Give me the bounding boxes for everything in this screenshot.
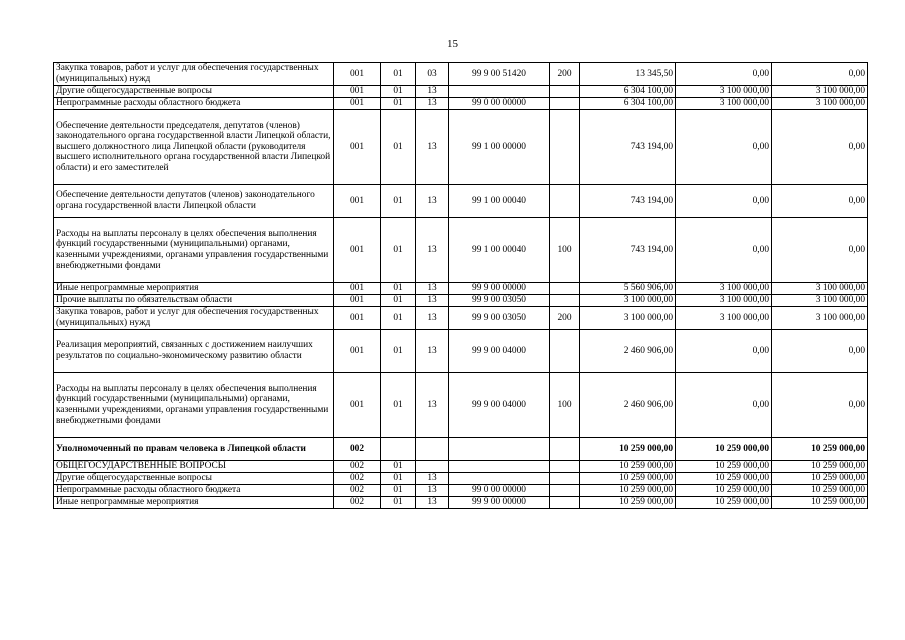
- row-sum-2: 0,00: [676, 110, 772, 185]
- row-sum-3: 0,00: [772, 63, 868, 86]
- row-pr: 13: [416, 497, 449, 509]
- row-sum-1: 3 100 000,00: [580, 295, 676, 307]
- row-sum-2: 0,00: [676, 63, 772, 86]
- table-row: [54, 63, 868, 86]
- row-pr: 13: [416, 295, 449, 307]
- row-gr: 001: [334, 86, 381, 98]
- row-csr: [449, 438, 550, 461]
- row-sum-1: 10 259 000,00: [580, 497, 676, 509]
- row-vr: [550, 185, 580, 218]
- row-sum-1: 10 259 000,00: [580, 461, 676, 473]
- row-pr: 13: [416, 218, 449, 283]
- row-pr: 13: [416, 98, 449, 110]
- row-csr: 99 9 00 03050: [449, 307, 550, 330]
- row-gr: 002: [334, 485, 381, 497]
- table-row: [54, 473, 868, 485]
- table-row: [54, 330, 868, 373]
- row-sum-2: 10 259 000,00: [676, 473, 772, 485]
- budget-table: [53, 62, 868, 509]
- row-rz: 01: [381, 461, 416, 473]
- row-sum-1: 3 100 000,00: [580, 307, 676, 330]
- row-rz: 01: [381, 283, 416, 295]
- table-row: [54, 98, 868, 110]
- row-name: Закупка товаров, работ и услуг для обеспечения государственных (муниципальных) нужд: [54, 63, 334, 86]
- row-name: Обеспечение деятельности депутатов (членов) законодательного органа государственной власти Липецкой области: [54, 185, 334, 218]
- row-sum-1: 6 304 100,00: [580, 86, 676, 98]
- row-rz: 01: [381, 373, 416, 438]
- row-pr: 03: [416, 63, 449, 86]
- row-pr: [416, 461, 449, 473]
- row-name: Непрограммные расходы областного бюджета: [54, 98, 334, 110]
- row-vr: [550, 438, 580, 461]
- row-rz: [381, 438, 416, 461]
- page-number: 15: [447, 38, 458, 50]
- row-sum-3: 3 100 000,00: [772, 86, 868, 98]
- row-pr: 13: [416, 283, 449, 295]
- row-sum-2: 0,00: [676, 185, 772, 218]
- row-gr: 001: [334, 283, 381, 295]
- row-sum-3: 0,00: [772, 373, 868, 438]
- row-csr: 99 9 00 00000: [449, 283, 550, 295]
- row-csr: 99 9 00 03050: [449, 295, 550, 307]
- row-name: Иные непрограммные мероприятия: [54, 497, 334, 509]
- table-row: [54, 295, 868, 307]
- row-name: Уполномоченный по правам человека в Липецкой области: [54, 438, 334, 461]
- row-rz: 01: [381, 218, 416, 283]
- row-sum-2: 0,00: [676, 330, 772, 373]
- row-sum-3: 10 259 000,00: [772, 461, 868, 473]
- row-csr: 99 9 00 51420: [449, 63, 550, 86]
- row-rz: 01: [381, 307, 416, 330]
- row-gr: 001: [334, 295, 381, 307]
- row-sum-2: 3 100 000,00: [676, 98, 772, 110]
- row-pr: 13: [416, 373, 449, 438]
- row-sum-3: 3 100 000,00: [772, 98, 868, 110]
- row-name: Другие общегосударственные вопросы: [54, 86, 334, 98]
- row-vr: 200: [550, 307, 580, 330]
- row-gr: 001: [334, 373, 381, 438]
- row-sum-1: 13 345,50: [580, 63, 676, 86]
- table-row: [54, 497, 868, 509]
- row-gr: 002: [334, 497, 381, 509]
- row-sum-3: 0,00: [772, 110, 868, 185]
- row-csr: 99 1 00 00040: [449, 218, 550, 283]
- row-vr: [550, 485, 580, 497]
- row-gr: 001: [334, 110, 381, 185]
- row-pr: 13: [416, 330, 449, 373]
- table-row: [54, 307, 868, 330]
- row-csr: [449, 461, 550, 473]
- row-sum-2: 3 100 000,00: [676, 283, 772, 295]
- row-gr: 001: [334, 185, 381, 218]
- row-vr: [550, 98, 580, 110]
- table-row: [54, 185, 868, 218]
- row-rz: 01: [381, 110, 416, 185]
- row-sum-2: 0,00: [676, 373, 772, 438]
- row-sum-2: 3 100 000,00: [676, 295, 772, 307]
- row-pr: [416, 438, 449, 461]
- table-row: [54, 283, 868, 295]
- row-sum-1: 10 259 000,00: [580, 485, 676, 497]
- row-name: Прочие выплаты по обязательствам области: [54, 295, 334, 307]
- row-vr: [550, 461, 580, 473]
- row-name: Расходы на выплаты персоналу в целях обеспечения выполнения функций государственными (муниципальными) органами, казенными учреждениями, органами управления государственными внебюджетными фондами: [54, 373, 334, 438]
- row-csr: [449, 473, 550, 485]
- row-gr: 001: [334, 63, 381, 86]
- row-csr: [449, 86, 550, 98]
- row-sum-3: 10 259 000,00: [772, 497, 868, 509]
- row-sum-1: 743 194,00: [580, 110, 676, 185]
- table-row: [54, 485, 868, 497]
- row-csr: 99 0 00 00000: [449, 485, 550, 497]
- row-rz: 01: [381, 98, 416, 110]
- row-pr: 13: [416, 307, 449, 330]
- row-sum-3: 3 100 000,00: [772, 295, 868, 307]
- row-name: Реализация мероприятий, связанных с достижением наилучших результатов по социально-экономическому развитию области: [54, 330, 334, 373]
- row-rz: 01: [381, 330, 416, 373]
- row-sum-3: 0,00: [772, 218, 868, 283]
- table-row: [54, 110, 868, 185]
- row-pr: 13: [416, 485, 449, 497]
- row-rz: 01: [381, 473, 416, 485]
- row-sum-3: 3 100 000,00: [772, 283, 868, 295]
- row-sum-2: 10 259 000,00: [676, 485, 772, 497]
- row-vr: 100: [550, 373, 580, 438]
- row-name: Непрограммные расходы областного бюджета: [54, 485, 334, 497]
- row-sum-3: 0,00: [772, 185, 868, 218]
- row-name: Расходы на выплаты персоналу в целях обеспечения выполнения функций государственными (муниципальными) органами, казенными учреждениями, органами управления государственными внебюджетными фондами: [54, 218, 334, 283]
- row-vr: 100: [550, 218, 580, 283]
- row-rz: 01: [381, 185, 416, 218]
- row-gr: 001: [334, 218, 381, 283]
- row-rz: 01: [381, 295, 416, 307]
- row-vr: [550, 497, 580, 509]
- row-rz: 01: [381, 86, 416, 98]
- row-sum-1: 6 304 100,00: [580, 98, 676, 110]
- row-sum-1: 2 460 906,00: [580, 373, 676, 438]
- row-csr: 99 9 00 00000: [449, 497, 550, 509]
- table-row: [54, 86, 868, 98]
- row-sum-2: 10 259 000,00: [676, 461, 772, 473]
- row-sum-3: 3 100 000,00: [772, 307, 868, 330]
- row-pr: 13: [416, 86, 449, 98]
- row-vr: [550, 110, 580, 185]
- row-name: Другие общегосударственные вопросы: [54, 473, 334, 485]
- row-vr: [550, 283, 580, 295]
- row-pr: 13: [416, 185, 449, 218]
- table-row: [54, 438, 868, 461]
- row-rz: 01: [381, 63, 416, 86]
- row-csr: 99 0 00 00000: [449, 98, 550, 110]
- row-sum-1: 5 560 906,00: [580, 283, 676, 295]
- table-row: [54, 461, 868, 473]
- row-gr: 002: [334, 438, 381, 461]
- table-row: [54, 373, 868, 438]
- row-csr: 99 9 00 04000: [449, 330, 550, 373]
- row-csr: 99 1 00 00040: [449, 185, 550, 218]
- row-sum-3: 10 259 000,00: [772, 438, 868, 461]
- row-sum-3: 10 259 000,00: [772, 485, 868, 497]
- row-gr: 002: [334, 473, 381, 485]
- row-sum-1: 743 194,00: [580, 218, 676, 283]
- table-row: [54, 218, 868, 283]
- row-name: Закупка товаров, работ и услуг для обеспечения государственных (муниципальных) нужд: [54, 307, 334, 330]
- row-rz: 01: [381, 485, 416, 497]
- row-vr: [550, 86, 580, 98]
- row-name: Иные непрограммные мероприятия: [54, 283, 334, 295]
- row-sum-2: 10 259 000,00: [676, 438, 772, 461]
- row-csr: 99 1 00 00000: [449, 110, 550, 185]
- row-csr: 99 9 00 04000: [449, 373, 550, 438]
- row-name: ОБЩЕГОСУДАРСТВЕННЫЕ ВОПРОСЫ: [54, 461, 334, 473]
- row-gr: 002: [334, 461, 381, 473]
- row-vr: [550, 330, 580, 373]
- row-sum-3: 0,00: [772, 330, 868, 373]
- row-vr: [550, 295, 580, 307]
- row-pr: 13: [416, 473, 449, 485]
- row-gr: 001: [334, 307, 381, 330]
- row-sum-2: 3 100 000,00: [676, 86, 772, 98]
- row-pr: 13: [416, 110, 449, 185]
- row-sum-1: 10 259 000,00: [580, 473, 676, 485]
- row-sum-3: 10 259 000,00: [772, 473, 868, 485]
- row-sum-2: 3 100 000,00: [676, 307, 772, 330]
- row-sum-1: 10 259 000,00: [580, 438, 676, 461]
- row-sum-1: 743 194,00: [580, 185, 676, 218]
- row-sum-1: 2 460 906,00: [580, 330, 676, 373]
- row-name: Обеспечение деятельности председателя, депутатов (членов) законодательного органа государственной власти Липецкой области, высшего должностного лица Липецкой области (руководителя высшего исполнительного органа государственной власти Липецкой области) и его заместителей: [54, 110, 334, 185]
- row-vr: [550, 473, 580, 485]
- row-gr: 001: [334, 330, 381, 373]
- row-vr: 200: [550, 63, 580, 86]
- row-gr: 001: [334, 98, 381, 110]
- row-sum-2: 10 259 000,00: [676, 497, 772, 509]
- row-sum-2: 0,00: [676, 218, 772, 283]
- row-rz: 01: [381, 497, 416, 509]
